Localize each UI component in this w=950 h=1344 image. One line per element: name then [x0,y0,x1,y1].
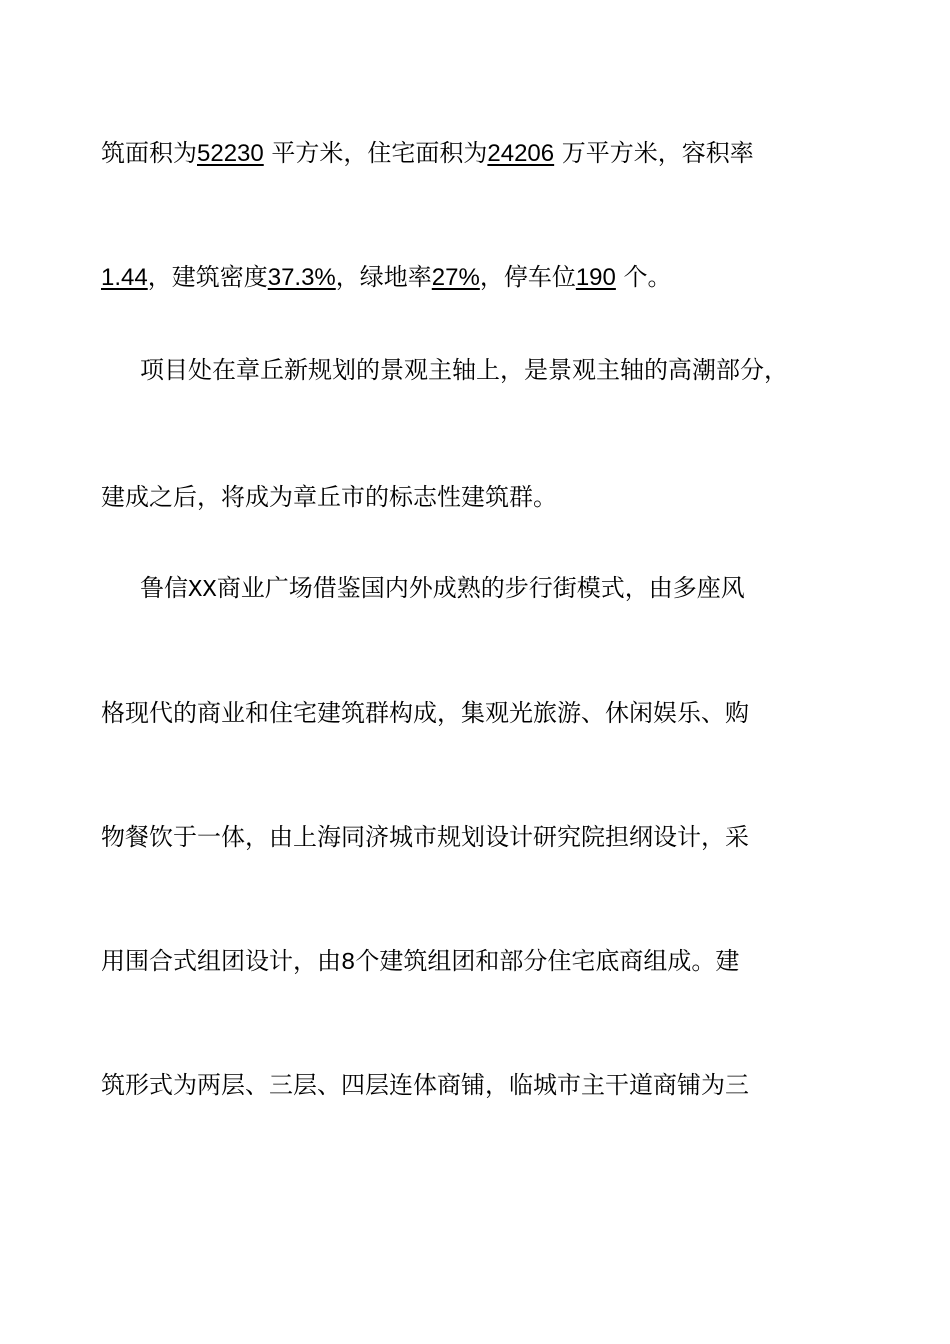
text-segment: ，建筑密度 [147,263,268,291]
paragraph3-line1 [140,573,745,606]
text-segment: 用围合式组团设计，由 [101,947,341,975]
text-segment: 万平方米，容积率 [554,139,754,167]
text-segment: 商业广场借鉴国内外成熟的步行街模式，由多座风 [216,574,745,602]
paragraph3-line2: 格现代的商业和住宅建筑群构成，集观光旅游、休闲娱乐、购 [101,699,749,727]
text-segment: 筑面积为 [101,139,197,167]
text-segment: 个。 [615,263,672,291]
paragraph1-line2 [101,262,672,293]
paragraph1-line1 [101,138,754,169]
residential-area-value: 24206 [487,140,555,167]
text-segment: 鲁信 [140,574,188,602]
building-group-count: 8 [341,950,356,977]
text-segment: ，绿地率 [335,263,432,291]
paragraph3-line5: 筑形式为两层、三层、四层连体商铺，临城市主干道商铺为三 [101,1071,749,1099]
building-density-value: 37.3% [267,264,336,291]
green-ratio-value: 27% [431,264,480,291]
paragraph2-line2: 建成之后，将成为章丘市的标志性建筑群。 [101,483,557,511]
parking-spaces-value: 190 [575,264,616,291]
text-segment: 平方米，住宅面积为 [263,139,488,167]
building-area-value: 52230 [197,140,264,167]
text-segment: ，停车位 [479,263,576,291]
paragraph3-line3: 物餐饮于一体，由上海同济城市规划设计研究院担纲设计，采 [101,823,749,851]
paragraph3-line4 [101,946,739,979]
text-segment: XX [188,577,217,604]
text-segment: 个建筑组团和部分住宅底商组成。建 [355,947,740,975]
paragraph2-line1: 项目处在章丘新规划的景观主轴上，是景观主轴的高潮部分， [140,356,788,384]
plot-ratio-value: 1.44 [101,264,148,291]
